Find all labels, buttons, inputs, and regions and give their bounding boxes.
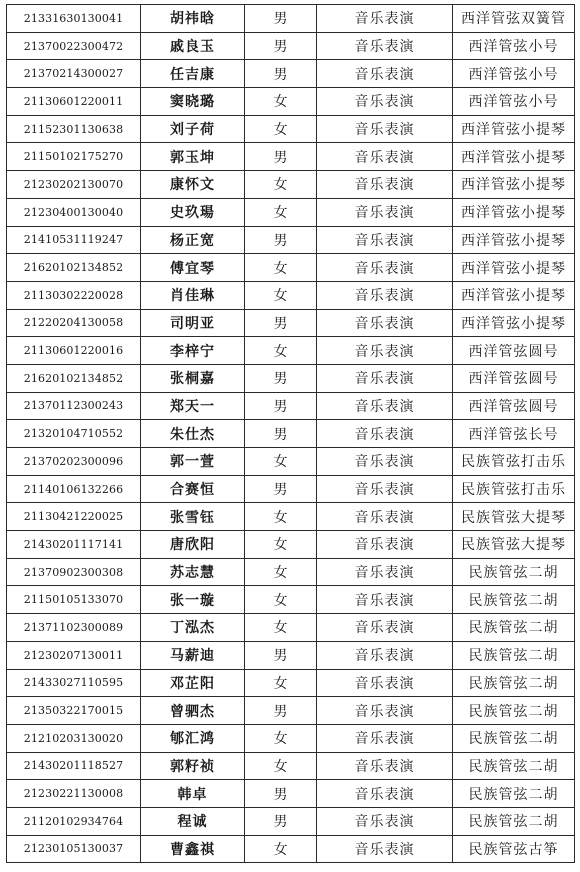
direction-cell: 西洋管弦小提琴	[453, 281, 575, 309]
table-row	[7, 254, 575, 282]
student-name-cell: 张雪钰	[141, 503, 245, 531]
table-row	[7, 503, 575, 531]
exam-id-cell: 21370202300096	[7, 448, 141, 476]
direction-cell: 民族管弦二胡	[453, 724, 575, 752]
table-row	[7, 88, 575, 116]
major-cell: 音乐表演	[317, 448, 453, 476]
gender-cell: 女	[245, 558, 317, 586]
gender-cell: 男	[245, 807, 317, 835]
direction-cell: 西洋管弦圆号	[453, 392, 575, 420]
direction-cell: 民族管弦打击乐	[453, 448, 575, 476]
exam-id-cell: 21410531119247	[7, 226, 141, 254]
exam-id-cell: 21430201117141	[7, 531, 141, 559]
table-row	[7, 364, 575, 392]
gender-cell: 女	[245, 254, 317, 282]
table-row	[7, 669, 575, 697]
direction-cell: 西洋管弦小提琴	[453, 143, 575, 171]
direction-cell: 西洋管弦小提琴	[453, 198, 575, 226]
student-name-cell: 司明亚	[141, 309, 245, 337]
major-cell: 音乐表演	[317, 503, 453, 531]
table-row	[7, 337, 575, 365]
direction-cell: 民族管弦二胡	[453, 641, 575, 669]
exam-id-cell: 21370214300027	[7, 60, 141, 88]
student-name-cell: 史玖瑒	[141, 198, 245, 226]
student-name-cell: 郑天一	[141, 392, 245, 420]
student-name-cell: 马薪迪	[141, 641, 245, 669]
major-cell: 音乐表演	[317, 752, 453, 780]
exam-id-cell: 21210203130020	[7, 724, 141, 752]
table-row	[7, 780, 575, 808]
gender-cell: 女	[245, 88, 317, 116]
direction-cell: 民族管弦大提琴	[453, 531, 575, 559]
table-row	[7, 752, 575, 780]
gender-cell: 女	[245, 752, 317, 780]
table-row	[7, 143, 575, 171]
gender-cell: 男	[245, 780, 317, 808]
table-row	[7, 475, 575, 503]
student-name-cell: 唐欣阳	[141, 531, 245, 559]
table-row	[7, 115, 575, 143]
student-name-cell: 合赛恒	[141, 475, 245, 503]
exam-id-cell: 21320104710552	[7, 420, 141, 448]
direction-cell: 西洋管弦圆号	[453, 364, 575, 392]
student-name-cell: 傅宜琴	[141, 254, 245, 282]
student-name-cell: 杨正宽	[141, 226, 245, 254]
major-cell: 音乐表演	[317, 171, 453, 199]
exam-id-cell: 21140106132266	[7, 475, 141, 503]
major-cell: 音乐表演	[317, 309, 453, 337]
exam-id-cell: 21370112300243	[7, 392, 141, 420]
direction-cell: 西洋管弦小提琴	[453, 254, 575, 282]
gender-cell: 男	[245, 32, 317, 60]
gender-cell: 女	[245, 614, 317, 642]
gender-cell: 男	[245, 641, 317, 669]
major-cell: 音乐表演	[317, 32, 453, 60]
student-name-cell: 朱仕杰	[141, 420, 245, 448]
table-row	[7, 614, 575, 642]
exam-id-cell: 21230207130011	[7, 641, 141, 669]
table-row	[7, 641, 575, 669]
gender-cell: 男	[245, 5, 317, 33]
direction-cell: 民族管弦二胡	[453, 697, 575, 725]
student-name-cell: 郭籽祯	[141, 752, 245, 780]
table-row	[7, 531, 575, 559]
direction-cell: 西洋管弦小号	[453, 60, 575, 88]
gender-cell: 女	[245, 337, 317, 365]
gender-cell: 男	[245, 143, 317, 171]
major-cell: 音乐表演	[317, 115, 453, 143]
major-cell: 音乐表演	[317, 531, 453, 559]
exam-id-cell: 21230202130070	[7, 171, 141, 199]
gender-cell: 男	[245, 60, 317, 88]
exam-id-cell: 21120102934764	[7, 807, 141, 835]
table-row	[7, 835, 575, 863]
gender-cell: 女	[245, 586, 317, 614]
exam-id-cell: 21230105130037	[7, 835, 141, 863]
major-cell: 音乐表演	[317, 364, 453, 392]
gender-cell: 女	[245, 448, 317, 476]
major-cell: 音乐表演	[317, 5, 453, 33]
table-row	[7, 586, 575, 614]
exam-id-cell: 21130601220011	[7, 88, 141, 116]
student-name-cell: 邓芷阳	[141, 669, 245, 697]
table-row	[7, 558, 575, 586]
student-table-body	[7, 5, 575, 863]
exam-id-cell: 21370902300308	[7, 558, 141, 586]
direction-cell: 民族管弦二胡	[453, 780, 575, 808]
exam-id-cell: 21152301130638	[7, 115, 141, 143]
major-cell: 音乐表演	[317, 198, 453, 226]
major-cell: 音乐表演	[317, 60, 453, 88]
student-name-cell: 张桐嘉	[141, 364, 245, 392]
direction-cell: 西洋管弦圆号	[453, 337, 575, 365]
major-cell: 音乐表演	[317, 143, 453, 171]
major-cell: 音乐表演	[317, 697, 453, 725]
gender-cell: 男	[245, 697, 317, 725]
table-row	[7, 32, 575, 60]
direction-cell: 西洋管弦小号	[453, 88, 575, 116]
exam-id-cell: 21130302220028	[7, 281, 141, 309]
major-cell: 音乐表演	[317, 724, 453, 752]
table-row	[7, 697, 575, 725]
direction-cell: 民族管弦二胡	[453, 807, 575, 835]
student-table	[6, 4, 575, 863]
exam-id-cell: 21331630130041	[7, 5, 141, 33]
direction-cell: 民族管弦二胡	[453, 586, 575, 614]
student-name-cell: 郭一萱	[141, 448, 245, 476]
student-name-cell: 肖佳琳	[141, 281, 245, 309]
exam-id-cell: 21370022300472	[7, 32, 141, 60]
direction-cell: 西洋管弦小提琴	[453, 171, 575, 199]
direction-cell: 民族管弦古筝	[453, 835, 575, 863]
direction-cell: 民族管弦二胡	[453, 752, 575, 780]
direction-cell: 民族管弦打击乐	[453, 475, 575, 503]
student-name-cell: 任吉康	[141, 60, 245, 88]
direction-cell: 西洋管弦小提琴	[453, 226, 575, 254]
student-name-cell: 郭玉坤	[141, 143, 245, 171]
major-cell: 音乐表演	[317, 614, 453, 642]
gender-cell: 女	[245, 835, 317, 863]
table-row	[7, 724, 575, 752]
student-name-cell: 李梓宁	[141, 337, 245, 365]
major-cell: 音乐表演	[317, 835, 453, 863]
admission-list-sheet	[6, 4, 574, 863]
major-cell: 音乐表演	[317, 226, 453, 254]
table-row	[7, 448, 575, 476]
table-row	[7, 807, 575, 835]
student-name-cell: 丁泓杰	[141, 614, 245, 642]
table-row	[7, 392, 575, 420]
exam-id-cell: 21433027110595	[7, 669, 141, 697]
direction-cell: 民族管弦大提琴	[453, 503, 575, 531]
exam-id-cell: 21230221130008	[7, 780, 141, 808]
major-cell: 音乐表演	[317, 807, 453, 835]
student-name-cell: 曾驷杰	[141, 697, 245, 725]
major-cell: 音乐表演	[317, 475, 453, 503]
exam-id-cell: 21620102134852	[7, 254, 141, 282]
student-name-cell: 窦晓璐	[141, 88, 245, 116]
direction-cell: 西洋管弦小提琴	[453, 309, 575, 337]
direction-cell: 民族管弦二胡	[453, 614, 575, 642]
exam-id-cell: 21430201118527	[7, 752, 141, 780]
table-row	[7, 226, 575, 254]
major-cell: 音乐表演	[317, 558, 453, 586]
table-row	[7, 420, 575, 448]
gender-cell: 女	[245, 669, 317, 697]
gender-cell: 男	[245, 420, 317, 448]
exam-id-cell: 21150102175270	[7, 143, 141, 171]
exam-id-cell: 21371102300089	[7, 614, 141, 642]
student-name-cell: 胡祎晗	[141, 5, 245, 33]
gender-cell: 女	[245, 531, 317, 559]
table-row	[7, 198, 575, 226]
exam-id-cell: 21230400130040	[7, 198, 141, 226]
student-name-cell: 苏志慧	[141, 558, 245, 586]
major-cell: 音乐表演	[317, 88, 453, 116]
gender-cell: 女	[245, 503, 317, 531]
major-cell: 音乐表演	[317, 780, 453, 808]
student-name-cell: 程诚	[141, 807, 245, 835]
major-cell: 音乐表演	[317, 392, 453, 420]
gender-cell: 男	[245, 226, 317, 254]
table-row	[7, 5, 575, 33]
direction-cell: 西洋管弦长号	[453, 420, 575, 448]
exam-id-cell: 21350322170015	[7, 697, 141, 725]
major-cell: 音乐表演	[317, 254, 453, 282]
major-cell: 音乐表演	[317, 669, 453, 697]
major-cell: 音乐表演	[317, 281, 453, 309]
student-name-cell: 康怀文	[141, 171, 245, 199]
table-row	[7, 171, 575, 199]
gender-cell: 男	[245, 364, 317, 392]
gender-cell: 男	[245, 392, 317, 420]
gender-cell: 女	[245, 171, 317, 199]
student-name-cell: 郇汇鸿	[141, 724, 245, 752]
major-cell: 音乐表演	[317, 420, 453, 448]
major-cell: 音乐表演	[317, 641, 453, 669]
direction-cell: 西洋管弦小号	[453, 32, 575, 60]
student-name-cell: 韩卓	[141, 780, 245, 808]
gender-cell: 男	[245, 475, 317, 503]
gender-cell: 女	[245, 724, 317, 752]
exam-id-cell: 21620102134852	[7, 364, 141, 392]
exam-id-cell: 21220204130058	[7, 309, 141, 337]
major-cell: 音乐表演	[317, 337, 453, 365]
gender-cell: 女	[245, 281, 317, 309]
gender-cell: 女	[245, 198, 317, 226]
direction-cell: 西洋管弦小提琴	[453, 115, 575, 143]
exam-id-cell: 21150105133070	[7, 586, 141, 614]
direction-cell: 民族管弦二胡	[453, 558, 575, 586]
student-name-cell: 曹鑫祺	[141, 835, 245, 863]
exam-id-cell: 21130421220025	[7, 503, 141, 531]
exam-id-cell: 21130601220016	[7, 337, 141, 365]
table-row	[7, 309, 575, 337]
student-name-cell: 戚良玉	[141, 32, 245, 60]
table-row	[7, 281, 575, 309]
direction-cell: 民族管弦二胡	[453, 669, 575, 697]
gender-cell: 男	[245, 309, 317, 337]
table-row	[7, 60, 575, 88]
gender-cell: 女	[245, 115, 317, 143]
major-cell: 音乐表演	[317, 586, 453, 614]
student-name-cell: 张一璇	[141, 586, 245, 614]
direction-cell: 西洋管弦双簧管	[453, 5, 575, 33]
student-name-cell: 刘子荷	[141, 115, 245, 143]
